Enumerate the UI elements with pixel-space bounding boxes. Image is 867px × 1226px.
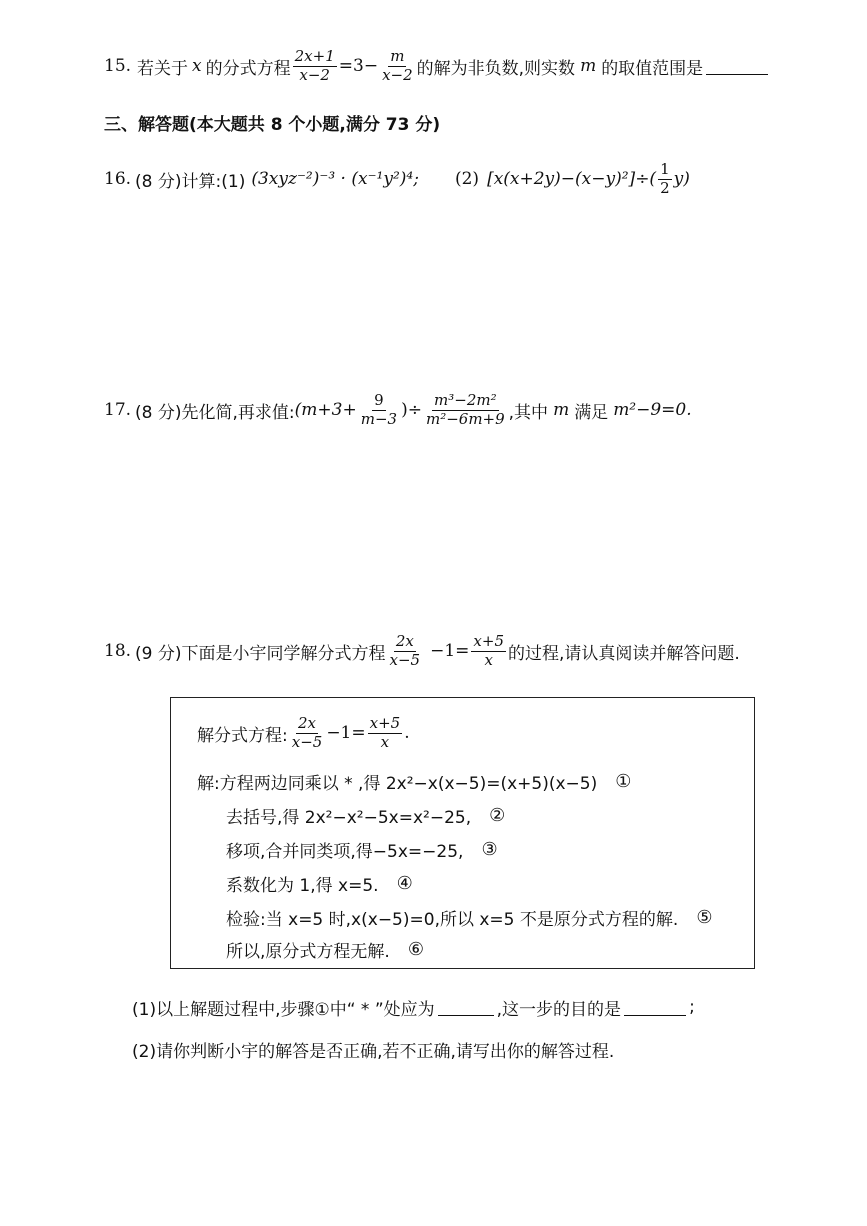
fraction-numerator: 9 xyxy=(374,390,384,409)
question-text: (8 分)先化简,再求值: xyxy=(135,402,295,423)
variable-m: m xyxy=(580,56,597,76)
step-marker: ③ xyxy=(481,838,498,860)
step-1 xyxy=(197,768,631,794)
fraction xyxy=(293,46,337,84)
answer-blank[interactable] xyxy=(624,999,686,1016)
step-text: 解:方程两边同乘以 * ,得 2x²−x(x−5)=(x+5)(x−5) xyxy=(197,773,598,794)
step-5 xyxy=(226,904,712,930)
question-text: 的取值范围是 xyxy=(601,58,704,79)
fraction-numerator: m³−2m² xyxy=(434,390,497,409)
fraction xyxy=(424,390,507,428)
sub-question-text: ; xyxy=(689,997,695,1017)
expression-part: (m+3+ xyxy=(294,400,357,420)
variable-m: m xyxy=(553,400,570,420)
question-16 xyxy=(104,158,690,200)
box-heading xyxy=(197,712,410,754)
section-title xyxy=(104,110,440,134)
step-marker: ② xyxy=(489,804,506,826)
fraction-numerator: x+5 xyxy=(369,713,401,732)
step-text: 移项,合并同类项,得−5x=−25, xyxy=(226,841,464,862)
fraction xyxy=(368,713,403,751)
step-marker: ⑥ xyxy=(407,938,424,960)
step-4 xyxy=(226,870,413,896)
step-text: 所以,原分式方程无解. xyxy=(226,941,390,962)
fraction-denominator: x xyxy=(484,650,493,669)
sub-question-2 xyxy=(132,1036,614,1062)
section-title-text: 三、解答题(本大题共 8 个小题,满分 73 分) xyxy=(104,114,441,135)
step-2 xyxy=(226,802,505,828)
fraction xyxy=(471,631,506,669)
question-number: 17. xyxy=(104,400,132,420)
fraction-denominator: m²−6m+9 xyxy=(425,409,505,428)
question-text: 的解为非负数,则实数 xyxy=(416,58,576,79)
fraction-numerator: x+5 xyxy=(473,631,504,650)
question-17 xyxy=(104,388,692,432)
equation-end: . xyxy=(404,723,410,743)
question-number: 18. xyxy=(104,641,132,661)
expression-part: )÷ xyxy=(401,400,422,420)
question-text: ,其中 xyxy=(508,402,549,423)
sub-question-1 xyxy=(132,994,695,1020)
fraction xyxy=(658,159,672,197)
expression-2: [x(x+2y)−(x−y)²]÷( xyxy=(487,169,657,189)
question-18 xyxy=(104,628,740,674)
fraction xyxy=(380,46,415,84)
step-marker: ⑤ xyxy=(696,906,713,928)
step-marker: ① xyxy=(615,770,632,792)
fraction-numerator: 2x xyxy=(395,631,414,650)
box-heading-text: 解分式方程: xyxy=(197,725,288,746)
fraction-numerator: 1 xyxy=(660,159,670,178)
sub-question-text: ,这一步的目的是 xyxy=(496,999,622,1020)
fraction-denominator: x xyxy=(380,732,390,751)
equation-part: −1= xyxy=(326,723,366,743)
fraction xyxy=(359,390,399,428)
expression-2-end: y) xyxy=(673,169,690,189)
answer-blank[interactable] xyxy=(438,999,494,1016)
fraction-numerator: 2x+1 xyxy=(294,46,335,65)
fraction-denominator: x−2 xyxy=(382,65,413,84)
fraction xyxy=(290,713,325,751)
fraction-denominator: 2 xyxy=(660,178,670,197)
fraction-numerator: m xyxy=(390,46,405,65)
fraction-denominator: x−5 xyxy=(389,650,421,669)
step-text: 去括号,得 2x²−x²−5x=x²−25, xyxy=(226,807,472,828)
fraction-denominator: m−3 xyxy=(360,409,398,428)
equation-part: −1= xyxy=(430,641,470,661)
question-text: (9 分)下面是小宇同学解分式方程 xyxy=(135,643,386,664)
question-text: 若关于 xyxy=(137,58,189,79)
equation-part: =3− xyxy=(338,56,379,76)
part-label: (2) xyxy=(454,169,480,189)
fraction-denominator: x−5 xyxy=(291,732,323,751)
step-marker: ④ xyxy=(396,872,413,894)
step-3 xyxy=(226,836,498,862)
question-15 xyxy=(104,44,771,88)
fraction-denominator: x−2 xyxy=(299,65,330,84)
question-text: 的分式方程 xyxy=(205,58,291,79)
step-6 xyxy=(226,936,424,962)
sub-question-text: (2)请你判断小宇的解答是否正确,若不正确,请写出你的解答过程. xyxy=(132,1041,615,1062)
condition: m²−9=0. xyxy=(613,400,692,420)
answer-blank[interactable] xyxy=(706,58,768,75)
solution-box xyxy=(170,697,755,969)
question-number: 15. xyxy=(104,56,132,76)
sub-question-text: (1)以上解题过程中,步骤①中“ * ”处应为 xyxy=(132,999,435,1020)
question-text: 满足 xyxy=(574,402,609,423)
variable-x: x xyxy=(192,56,202,76)
question-number: 16. xyxy=(104,169,132,189)
expression-1: (3xyz⁻²)⁻³ · (x⁻¹y²)⁴; xyxy=(251,169,419,189)
fraction-numerator: 2x xyxy=(298,713,317,732)
fraction xyxy=(388,631,423,669)
step-text: 系数化为 1,得 x=5. xyxy=(226,875,379,896)
question-text: (8 分)计算:(1) xyxy=(135,171,246,192)
step-text: 检验:当 x=5 时,x(x−5)=0,所以 x=5 不是原分式方程的解. xyxy=(226,909,679,930)
question-text: 的过程,请认真阅读并解答问题. xyxy=(508,643,740,664)
